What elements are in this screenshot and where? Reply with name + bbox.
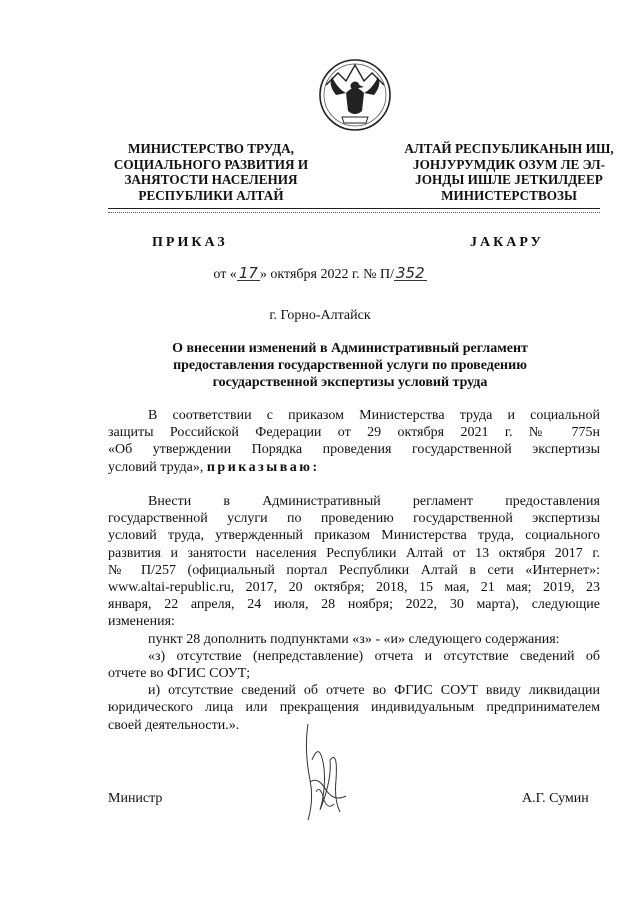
date-prefix: от « <box>213 267 237 282</box>
text-line: изменения: <box>108 614 175 630</box>
text-line: пункт 28 дополнить подпунктами «з» - «и» следующего содержания: <box>148 631 560 647</box>
title-line: предоставления государственной услуги по проведению <box>173 358 527 373</box>
ministry-name-ru <box>100 141 322 203</box>
text-line: «з) отсутствие (непредставление) отчета и отсутствие сведений об <box>148 648 600 664</box>
text-line: января, 22 апреля, 24 июля, 28 ноября; 2022, 30 марта), следующие <box>108 597 600 613</box>
header-divider-dotted <box>108 212 600 213</box>
ministry-name-altai <box>398 141 620 203</box>
text-line: отчете во ФГИС СОУТ; <box>108 666 251 682</box>
header-line: РЕСПУБЛИКИ АЛТАЙ <box>138 187 284 203</box>
header-line: ЈОНДЫ ИШЛЕ ЈЕТКИЛДЕЕР <box>415 172 603 188</box>
date-middle: » октября 2022 г. № П/ <box>259 267 394 282</box>
text-line: развития и занятости населения Республики Алтай от 13 октября 2017 г. <box>108 545 600 561</box>
header-line: СОЦИАЛЬНОГО РАЗВИТИЯ И <box>113 156 309 172</box>
text-line: «Об утверждении Порядка проведения государственной экспертизы <box>108 442 600 458</box>
header-divider <box>108 208 600 209</box>
order-day-handwritten: 17 <box>238 264 258 282</box>
order-word-ru: ПРИКАЗ <box>152 235 228 250</box>
header-line: ЗАНЯТОСТИ НАСЕЛЕНИЯ <box>124 172 298 188</box>
header-line: МИНИСТЕРСТВО ТРУДА, <box>128 141 294 156</box>
handwritten-signature <box>290 720 360 825</box>
text-line: своей деятельности.». <box>108 717 240 733</box>
text-line: № П/257 (официальный портал Республики Алтай в сети «Интернет»: <box>108 562 600 578</box>
text-line: государственной услуги по проведению государственной экспертизы <box>108 511 600 527</box>
signatory-name: А.Г. Сумин <box>522 791 589 806</box>
text-line: В соответствии с приказом Министерства труда и социальной <box>148 408 600 423</box>
order-word-altai: ЈАКАРУ <box>470 235 544 250</box>
preamble-end: условий труда», <box>108 459 207 475</box>
order-city: г. Горно-Алтайск <box>269 308 371 323</box>
header-line: МИНИСТЕРСТВОЗЫ <box>441 187 577 203</box>
text-line: юридического лица или прекращения индивидуальным предпринимателем <box>108 700 600 716</box>
header-line: АЛТАЙ РЕСПУБЛИКАНЫН ИШ, <box>404 141 614 156</box>
altai-griffin-emblem-icon <box>318 55 392 135</box>
order-verb: приказываю: <box>206 459 320 475</box>
text-line: и) отсутствие сведений об отчете во ФГИС СОУТ ввиду ликвидации <box>148 683 600 699</box>
header-line: ЈОНЈУРУМДИК ОЗУМ ЛЕ ЭЛ- <box>413 156 605 172</box>
title-line: государственной экспертизы условий труда <box>212 375 488 390</box>
amendment-paragraph <box>108 493 600 734</box>
signatory-post: Министр <box>108 791 163 806</box>
order-title <box>100 340 600 391</box>
text-line: www.altai-republic.ru, 2017, 20 октября; 2018, 15 мая, 21 мая; 2019, 23 <box>108 580 600 596</box>
text-line <box>108 459 600 476</box>
text-line: защиты Российской Федерации от 29 октября 2021 г. № 775н <box>108 425 600 441</box>
text-line: условий труда, утвержденный приказом Министерства труда, социального <box>108 528 600 544</box>
text-line: Внести в Административный регламент предоставления <box>148 494 600 509</box>
preamble-paragraph <box>108 407 600 476</box>
title-line: О внесении изменений в Административный регламент <box>172 341 528 356</box>
order-date-line <box>0 266 640 283</box>
order-number-handwritten: 352 <box>395 264 425 282</box>
